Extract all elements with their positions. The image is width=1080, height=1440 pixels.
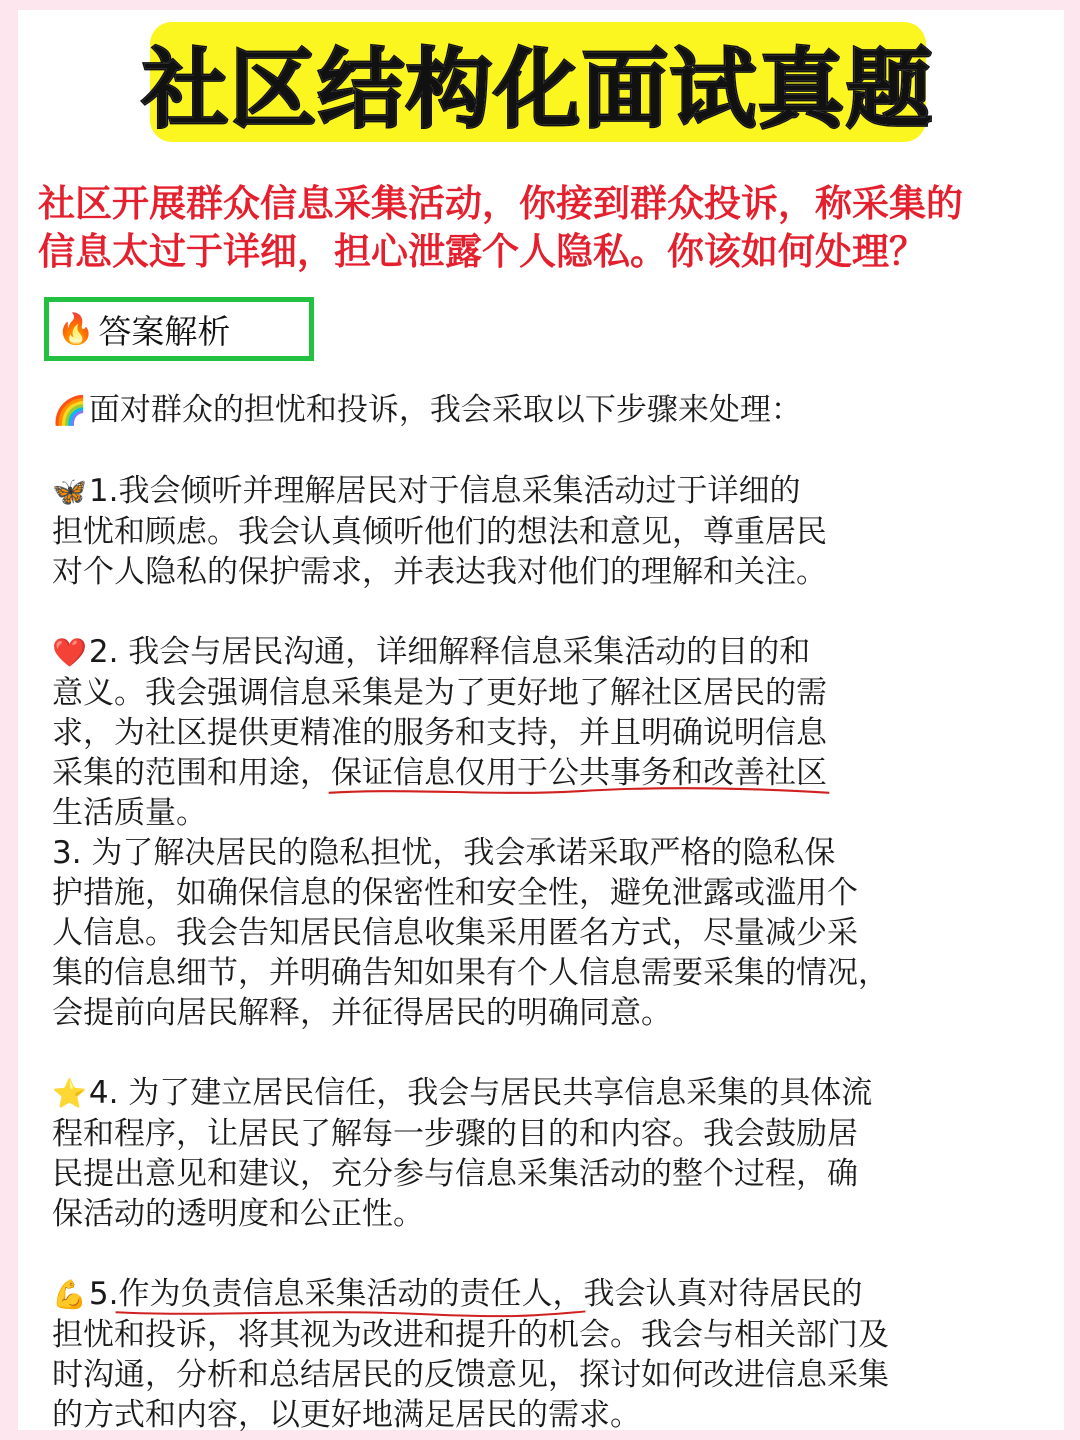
intro-paragraph [52, 390, 1042, 431]
p5-line-3: 时沟通，分析和总结居民的反馈意见，探讨如何改进信息采集 [52, 1357, 889, 1393]
paragraph-4 [52, 1073, 1042, 1234]
p1-line-2: 担忧和顾虑。我会认真倾听他们的想法和意见，尊重居民 [52, 514, 827, 550]
rainbow-icon: 🌈 [52, 394, 87, 427]
p5-line-1-prefix: 5. [88, 1276, 119, 1312]
red-underline-mark [114, 1306, 587, 1320]
red-underline-mark [327, 785, 831, 799]
star-icon: ⭐ [52, 1077, 87, 1110]
p2-line-3: 求，为社区提供更精准的服务和支持，并且明确说明信息 [52, 715, 827, 751]
butterfly-icon: 🦋 [52, 475, 87, 508]
paragraph-5 [52, 1274, 1042, 1435]
p3-line-1: 3. 为了解决居民的隐私担忧，我会承诺采取严格的隐私保 [52, 835, 836, 871]
p4-line-3: 民提出意见和建议，充分参与信息采集活动的整个过程，确 [52, 1156, 858, 1192]
p3-line-5: 会提前向居民解释，并征得居民的明确同意。 [52, 995, 672, 1031]
heart-icon: ❤️ [52, 636, 87, 669]
p3-line-3: 人信息。我会告知居民信息收集采用匿名方式，尽量减少采 [52, 915, 858, 951]
p4-line-2: 程和程序，让居民了解每一步骤的目的和内容。我会鼓励居 [52, 1116, 858, 1152]
intro-text: 面对群众的担忧和投诉，我会采取以下步骤来处理： [88, 392, 802, 428]
p1-line-3: 对个人隐私的保护需求，并表达我对他们的理解和关注。 [52, 554, 827, 590]
paragraph-3 [52, 833, 1042, 1033]
p3-line-2: 护措施，如确保信息的保密性和安全性，避免泄露或滥用个 [52, 875, 858, 911]
p5-line-4: 的方式和内容，以更好地满足居民的需求。 [52, 1397, 641, 1433]
paragraph-2 [52, 632, 1042, 833]
p3-line-4: 集的信息细节，并明确告知如果有个人信息需要采集的情况， [52, 955, 889, 991]
title-banner [142, 22, 934, 142]
paragraph-1 [52, 471, 1042, 592]
p5-line-1-rest: 我会认真对待居民的 [583, 1276, 863, 1312]
p5-underlined-text: 作为负责信息采集活动的责任人， [118, 1274, 583, 1314]
question-text: 社区开展群众信息采集活动，你接到群众投诉，称采集的 信息太过于详细，担心泄露个人隐私。你该如何处理？ [38, 182, 963, 273]
p2-line-1: 2. 我会与居民沟通，详细解释信息采集活动的目的和 [88, 634, 811, 670]
page-title: 社区结构化面试真题 [142, 40, 934, 140]
answer-body [52, 390, 1042, 1435]
p2-line-4-prefix: 采集的范围和用途， [52, 755, 331, 791]
p4-line-1: 4. 为了建立居民信任，我会与居民共享信息采集的具体流 [88, 1075, 873, 1111]
p2-line-2: 意义。我会强调信息采集是为了更好地了解社区居民的需 [52, 675, 827, 711]
fire-icon: 🔥 [57, 311, 95, 347]
p1-line-1: 1.我会倾听并理解居民对于信息采集活动过于详细的 [88, 473, 801, 509]
p2-line-5: 生活质量。 [52, 795, 207, 831]
answer-heading-label: 答案解析 [98, 311, 231, 351]
answer-heading-box [44, 297, 314, 361]
p2-underlined-text: 保证信息仅用于公共事务和改善社区 [331, 753, 827, 793]
p4-line-4: 保活动的透明度和公正性。 [52, 1196, 424, 1232]
flexed-biceps-icon: 💪 [52, 1278, 87, 1311]
p5-line-2: 担忧和投诉，将其视为改进和提升的机会。我会与相关部门及 [52, 1317, 889, 1353]
page [18, 10, 1064, 1433]
